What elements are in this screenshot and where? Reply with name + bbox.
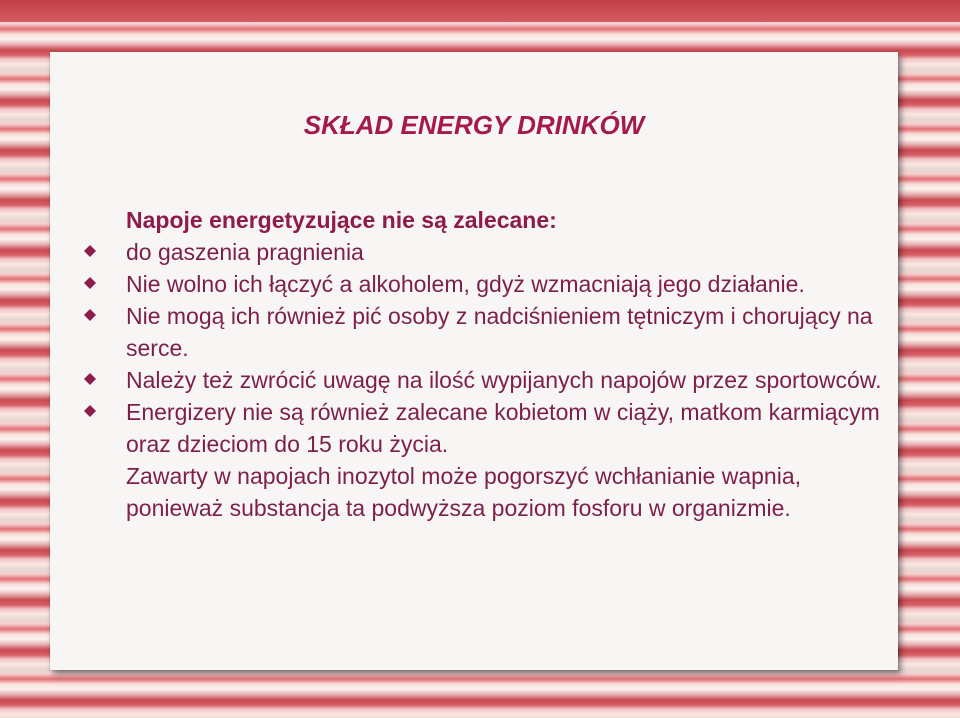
list-item: [126, 364, 886, 396]
slide-panel: [50, 52, 898, 670]
list-item-text: Nie mogą ich również pić osoby z nadciśnieniem tętniczym i chorujący na serce.: [126, 303, 873, 361]
list-item-text: Nie wolno ich łączyć a alkoholem, gdyż wzmacniają jego działanie.: [126, 271, 805, 297]
slide-title: SKŁAD ENERGY DRINKÓW: [303, 110, 645, 140]
closing-paragraph: Zawarty w napojach inozytol może pogorszyć wchłanianie wapnia, ponieważ substancja ta podwyższa poziom fosforu w organizmie.: [126, 463, 802, 521]
background-top-band: [0, 0, 960, 22]
bullet-list: [126, 236, 886, 460]
list-item-text: Należy też zwrócić uwagę na ilość wypijanych napojów przez sportowców.: [126, 367, 882, 393]
list-item: [126, 396, 886, 460]
diamond-bullet-icon: [84, 405, 96, 417]
diamond-bullet-icon: [84, 309, 96, 321]
slide-content: [126, 204, 886, 524]
intro-heading: Napoje energetyzujące nie są zalecane:: [126, 207, 557, 233]
list-item: [126, 236, 886, 268]
list-item: [126, 300, 886, 364]
list-item-text: do gaszenia pragnienia: [126, 239, 364, 265]
diamond-bullet-icon: [84, 245, 96, 257]
list-item: [126, 268, 886, 300]
diamond-bullet-icon: [84, 277, 96, 289]
diamond-bullet-icon: [84, 373, 96, 385]
list-item-text: Energizery nie są również zalecane kobietom w ciąży, matkom karmiącym oraz dzieciom do 15 roku życia.: [126, 399, 880, 457]
